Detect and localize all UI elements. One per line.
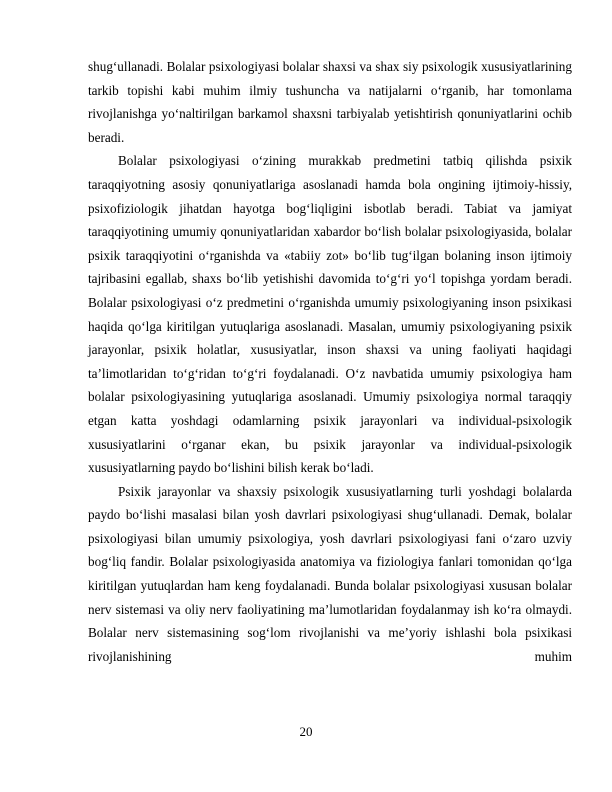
paragraph-predmet: Bolalar psixologiyasi o‘zining murakkab predmetini tatbiq qilishda psixik taraqqiyotning asosiy qonuniyatlariga asoslanadi hamda bola ongining ijtimoiy-hissiy, psixofiziologik jihatdan hayotga bog‘liqligini isbotlab beradi. Tabiat va jamiyat taraqqiyotining umumiy qonuniyatlaridan xabardor bo‘lish bolalar psixologiyasida, bolalar psixik taraqqiyotini o‘rganishda va «tabiiy zot» bo‘lib tug‘ilgan bolaning inson ijtimoiy tajribasini egallab, shaxs bo‘lib yetishishi davomida to‘g‘ri yo‘l topishga yordam beradi. Bolalar psixologiyasi o‘z predmetini o‘rganishda umumiy psixologiyaning inson psixikasi haqida qo‘lga kiritilgan yutuqlariga asoslanadi. Masalan, umumiy psixologiyaning psixik jarayonlar, psixik holatlar, xususiyatlar, inson shaxsi va uning faoliyati haqidagi ta’limotlaridan to‘g‘ridan to‘g‘ri foydalanadi. O‘z navbatida umumiy psixologiya ham bolalar psixologiyasining yutuqlariga asoslanadi. Umumiy psixologiya normal taraqqiy etgan katta yoshdagi odamlarning psixik jarayonlari va individual-psixologik xususiyatlarini o‘rganar ekan, bu psixik jarayonlar va individual-psixologik xususiyatlarning paydo bo‘lishini bilish kerak bo‘ladi.	[88, 153, 572, 476]
paragraph-continuation: shug‘ullanadi. Bolalar psixologiyasi bolalar shaxsi va shax siy psixologik xususiyatlarining tarkib topishi kabi muhim ilmiy tushuncha va natijalarni o‘rganib, har tomonlama rivojlanishga yo‘naltirilgan barkamol shaxsni tarbiyalab yetishtirish qonuniyatlarini ochib beradi.	[88, 59, 572, 145]
page-number: 20	[299, 724, 313, 739]
page-body	[88, 55, 572, 668]
paragraph-yosh-davrlari: Psixik jarayonlar va shaxsiy psixologik xususiyatlarning turli yoshdagi bolalarda paydo bo‘lishi masalasi bilan yosh davrlari psixologiyasi shug‘ullanadi. Demak, bolalar psixologiyasi bilan umumiy psixologiya, yosh davrlari psixologiyasi fani o‘zaro uzviy bog‘liq fandir. Bolalar psixologiyasida anatomiya va fiziologiya fanlari tomonidan qo‘lga kiritilgan yutuqlardan ham keng foydalanadi. Bunda bolalar psixologiyasi xususan bolalar nerv sistemasi va oliy nerv faoliyatining ma’lumotlaridan foydalanmay ish ko‘ra olmaydi. Bolalar nerv sistemasining sog‘lom rivojlanishi va me’yoriy ishlashi bola psixikasi rivojlanishining muhim	[88, 483, 572, 664]
